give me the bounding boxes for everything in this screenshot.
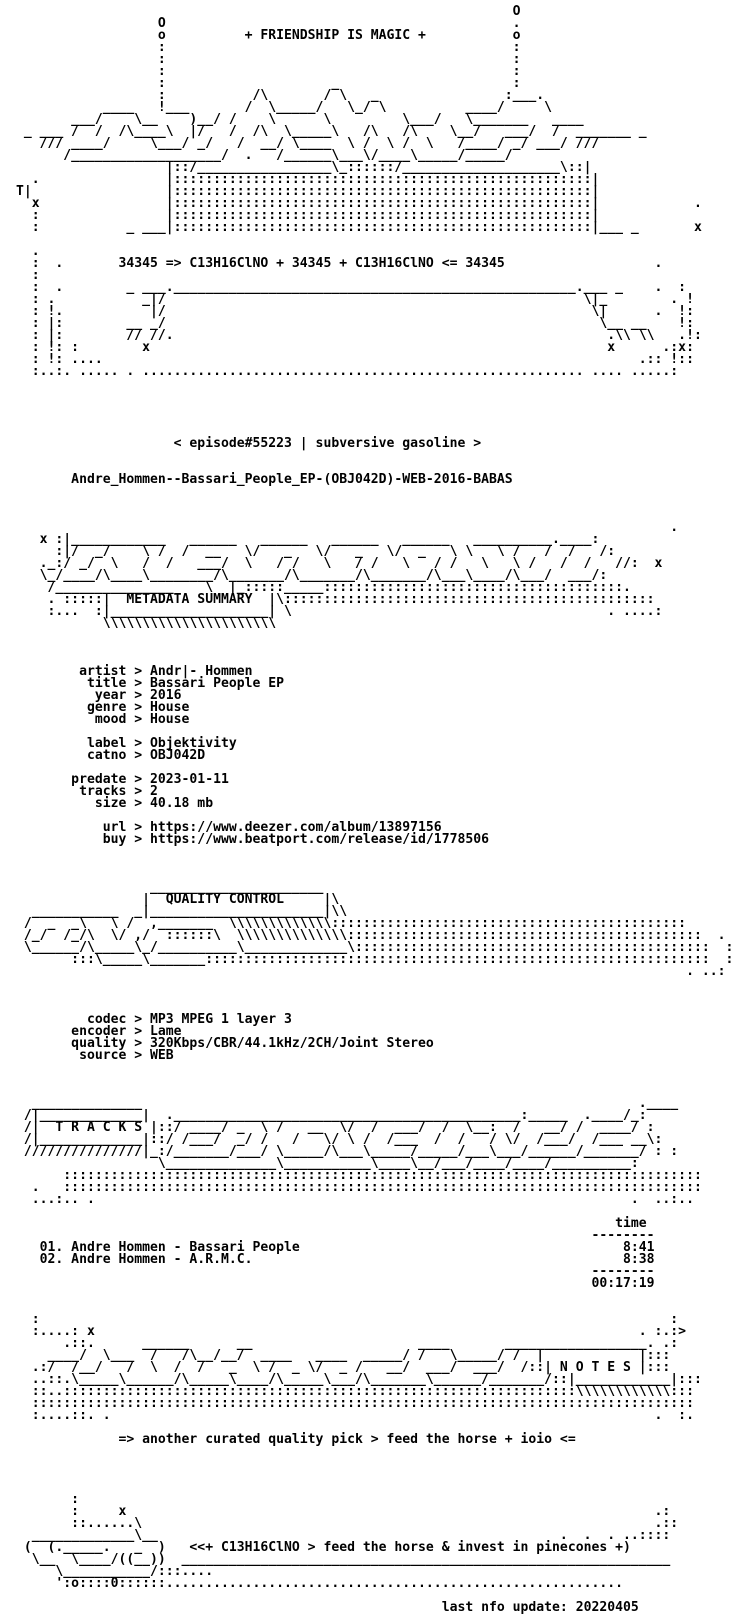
nfo-line: source > WEB	[16, 1048, 174, 1063]
nfo-line: : !. |/ \| . !:	[16, 304, 694, 319]
nfo-line: codec > MP3 MPEG 1 layer 3	[16, 1012, 292, 1027]
nfo-line: --------	[16, 1264, 655, 1279]
nfo-line: : |:::::::::::::::::::::::::::::::::::::::::::::::::::::|	[16, 208, 600, 223]
nfo-line: .	[16, 244, 40, 259]
nfo-line: /_/ /_/\ \/ ,/ ::::::\ \\\\\\\\\\\\\\::::::::::::::::::::::::::::::::::::::::::::: .	[16, 928, 726, 943]
nfo-line: ____ !___ / \_____/ \_/ \ ____/ \	[16, 100, 553, 115]
nfo-line: ____/ \___ / /\__/__/ ____ ____ _____/ / \_____/ / | |:::	[16, 1348, 671, 1363]
nfo-line: ._:/ _/ \ / / ___/ \ / / \ / / \ / / \ \ / / / //: x	[16, 556, 663, 571]
nfo-line: :....::. . . :.	[16, 1408, 694, 1423]
nfo-line: :::::::::::::::::::::::::::::::::::::::::::::::::::::::::::::::::::::::::::::::::	[16, 1168, 702, 1183]
nfo-line: :	[16, 1492, 80, 1507]
nfo-line: : _ ___|:::::::::::::::::::::::::::::::::::::::::::::::::::::|___ _ x	[16, 220, 702, 235]
nfo-line: / _ _\ \ / ,_______ \\\\\\\\\\\\\:::::::::::::::::::::::::::::::::::::::::::::	[16, 916, 687, 931]
nfo-line: encoder > Lame	[16, 1024, 182, 1039]
nfo-line: title > Bassari People EP	[16, 676, 285, 691]
nfo-line: :|/ _/ \ / / __ \/ _ \/ _ \/ _ \ \ \ / / / /:	[16, 544, 616, 559]
nfo-line: T| |:::::::::::::::::::::::::::::::::::::::::::::::::::::|	[16, 184, 600, 199]
nfo-line: ___/ \__ )__/ / \ \ \___/ \_______ ____	[16, 112, 584, 127]
nfo-line: :::\_____\_______:::::::::::::::::::::::::::::::::::::::::::::::::::::::::::::::: :	[16, 952, 733, 967]
nfo-line: .	[16, 520, 679, 535]
nfo-line: 00:17:19	[16, 1276, 655, 1291]
nfo-line: 01. Andre Hommen - Bassari People 8:41	[16, 1240, 655, 1255]
nfo-line: year > 2016	[16, 688, 182, 703]
nfo-line: \______/\_____\_/__________\_____________\::::::::::::::::::::::::::::::::::::::::::::: :	[16, 940, 733, 955]
nfo-line: : . _|/ \|_ . !	[16, 292, 694, 307]
nfo-line: : :	[16, 40, 521, 55]
nfo-line: ( (._____. _ ) <<+ C13H16ClNO > feed the horse & invest in pinecones +)	[16, 1540, 631, 1555]
nfo-line: /|_____________| .____________________________________________:_____ .____/_:	[16, 1108, 647, 1123]
nfo-line: . :::::| METADATA SUMMARY |\:::::::::::::::::::::::::::::::::::::::::::::::	[16, 592, 655, 607]
nfo-line: /// ____/ \___/ _/ / __/ \____ \ / \ / \ /____/ _/ ___/ ///	[16, 136, 600, 151]
nfo-art-text	[16, 6, 733, 1614]
nfo-line: : :	[16, 52, 521, 67]
nfo-line: : x .:	[16, 1504, 671, 1519]
nfo-line: x |:::::::::::::::::::::::::::::::::::::::::::::::::::::| .	[16, 196, 702, 211]
nfo-line: tracks > 2	[16, 784, 158, 799]
nfo-line: catno > OBJ042D	[16, 748, 206, 763]
nfo-line: last nfo update: 20220405	[16, 1600, 639, 1615]
nfo-line: artist > Andr|- Hommen	[16, 664, 253, 679]
nfo-line: . |:::::::::::::::::::::::::::::::::::::::::::::::::::::|	[16, 172, 600, 187]
nfo-line: ///////////////|_:/_______/___/ \_____/\___\_____/_____/___\___/______/_______/ : :	[16, 1144, 679, 1159]
nfo-line: : _ :	[16, 76, 521, 91]
nfo-line: o + FRIENDSHIP IS MAGIC + o	[16, 28, 521, 43]
nfo-line: /| T R A C K S |::/ ____/ _ \ / __ \/ / ___/ / \__: / __/ / ____/ :	[16, 1120, 655, 1135]
nfo-line: O .	[16, 16, 521, 31]
nfo-line: | QUALITY CONTROL |\	[16, 892, 340, 907]
nfo-line: /_______________ \ |_:::::_____::::::::::::::::::::::::::::::::::::::.	[16, 580, 631, 595]
nfo-line: /|_____________|::/ /___/ _/ / / \/ \ / /___ / / / \/ /___/ /___ __\:	[16, 1132, 663, 1147]
nfo-line: /___________________/ . /______\___\/____\_____/_____/	[16, 148, 513, 163]
nfo-line: :....: x . :.:>	[16, 1324, 687, 1339]
nfo-line: |::/_________________\_::::::/____________________\::|	[16, 160, 592, 175]
nfo-line: 02. Andre Hommen - A.R.M.C. 8:38	[16, 1252, 655, 1267]
nfo-line: \\\\\\\\\\\\\\\\\\\\\\	[16, 616, 277, 631]
nfo-line: url > https://www.deezer.com/album/13897156	[16, 820, 442, 835]
nfo-line: : |: // //. .\\ \\ .!:	[16, 328, 702, 343]
nfo-line: \__ \____/((__)) ______________________________________________________________	[16, 1552, 671, 1567]
nfo-line: time	[16, 1216, 647, 1231]
nfo-line: size > 40.18 mb	[16, 796, 214, 811]
nfo-line: : /\ / \ _ :___.	[16, 88, 545, 103]
nfo-line: . :::::::::::::::::::::::::::::::::::::::::::::::::::::::::::::::::::::::::::::::::	[16, 1180, 702, 1195]
nfo-line: _ ___ / / /\____\ |/ / /\ \_____\ /\ /\ \__/ ___/ / _______ _	[16, 124, 647, 139]
nfo-line: Andre_Hommen--Bassari_People_EP-(OBJ042D)-WEB-2016-BABAS	[16, 472, 513, 487]
nfo-line: .::. ______ __ ____ __________________. .:	[16, 1336, 679, 1351]
nfo-line: ':o::::0::::::..........................................................	[16, 1576, 623, 1591]
nfo-line: . ..:	[16, 964, 726, 979]
nfo-line: :	[16, 268, 40, 283]
nfo-line: : :	[16, 64, 521, 79]
nfo-line: O	[16, 4, 521, 19]
nfo-line: _____________\__ . . . ..::::	[16, 1528, 671, 1543]
nfo-line: ::......\ .::	[16, 1516, 679, 1531]
nfo-line: ___________ _|______________________|\\	[16, 904, 348, 919]
nfo-line: --------	[16, 1228, 655, 1243]
nfo-line: mood > House	[16, 712, 190, 727]
nfo-line: ::::::::::::::::::::::::::::::::::::::::::::::::::::::::::::::::::::::::::::::::::::	[16, 1396, 694, 1411]
nfo-line: \_/____/\____\________/\_______/\_______/\_______/\___\____/\___/ ___/:	[16, 568, 608, 583]
nfo-line: ..::.\_____\______/\_____\____/\_____\___/\_______\______/_______/::|____________|:::	[16, 1372, 702, 1387]
nfo-line: : . 34345 => C13H16ClNO + 34345 + C13H16ClNO <= 34345 .	[16, 256, 663, 271]
nfo-line: x :|____________ ______ ______ ______ ______ __________.____:	[16, 532, 600, 547]
nfo-line: genre > House	[16, 700, 190, 715]
nfo-line: label > Objektivity	[16, 736, 237, 751]
nfo-line: => another curated quality pick > feed the horse + ioio <=	[16, 1432, 576, 1447]
nfo-line: :... :|____________________| \ . ....:	[16, 604, 663, 619]
nfo-line: : . _ ___.___________________________________________________.___ _ . :	[16, 280, 687, 295]
nfo-line: ...:.. . . ..:..	[16, 1192, 694, 1207]
nfo-line: quality > 320Kbps/CBR/44.1kHz/2CH/Joint Stereo	[16, 1036, 434, 1051]
nfo-line: predate > 2023-01-11	[16, 772, 229, 787]
nfo-line: \______________\___________\____\__/___/____/____/__________:	[16, 1156, 639, 1171]
nfo-line: : !: .... .:: !::	[16, 352, 694, 367]
nfo-line: ______________________	[16, 880, 324, 895]
nfo-line: .:/ /__/ / \ / / _ \ / _ \/ _ / __/ ___/ ___/ /::| N O T E S |:::	[16, 1360, 671, 1375]
nfo-line: \___________/:::....	[16, 1564, 214, 1579]
nfo-line: :..:. ..... . ........................................................ .... .....:	[16, 364, 679, 379]
nfo-line: buy > https://www.beatport.com/release/id/1778506	[16, 832, 489, 847]
nfo-line: : |: __ _/ \__ __ !:	[16, 316, 694, 331]
nfo-line: ::..:::::::::::::::::::::::::::::::::::::::::::::::::::::::::::::::::\\\\\\\\\\\\:::	[16, 1384, 694, 1399]
nfo-line: ______________ .____	[16, 1096, 679, 1111]
nfo-line: : !: : x x .:x:	[16, 340, 694, 355]
nfo-line: : :	[16, 1312, 679, 1327]
nfo-line: < episode#55223 | subversive gasoline >	[16, 436, 482, 451]
